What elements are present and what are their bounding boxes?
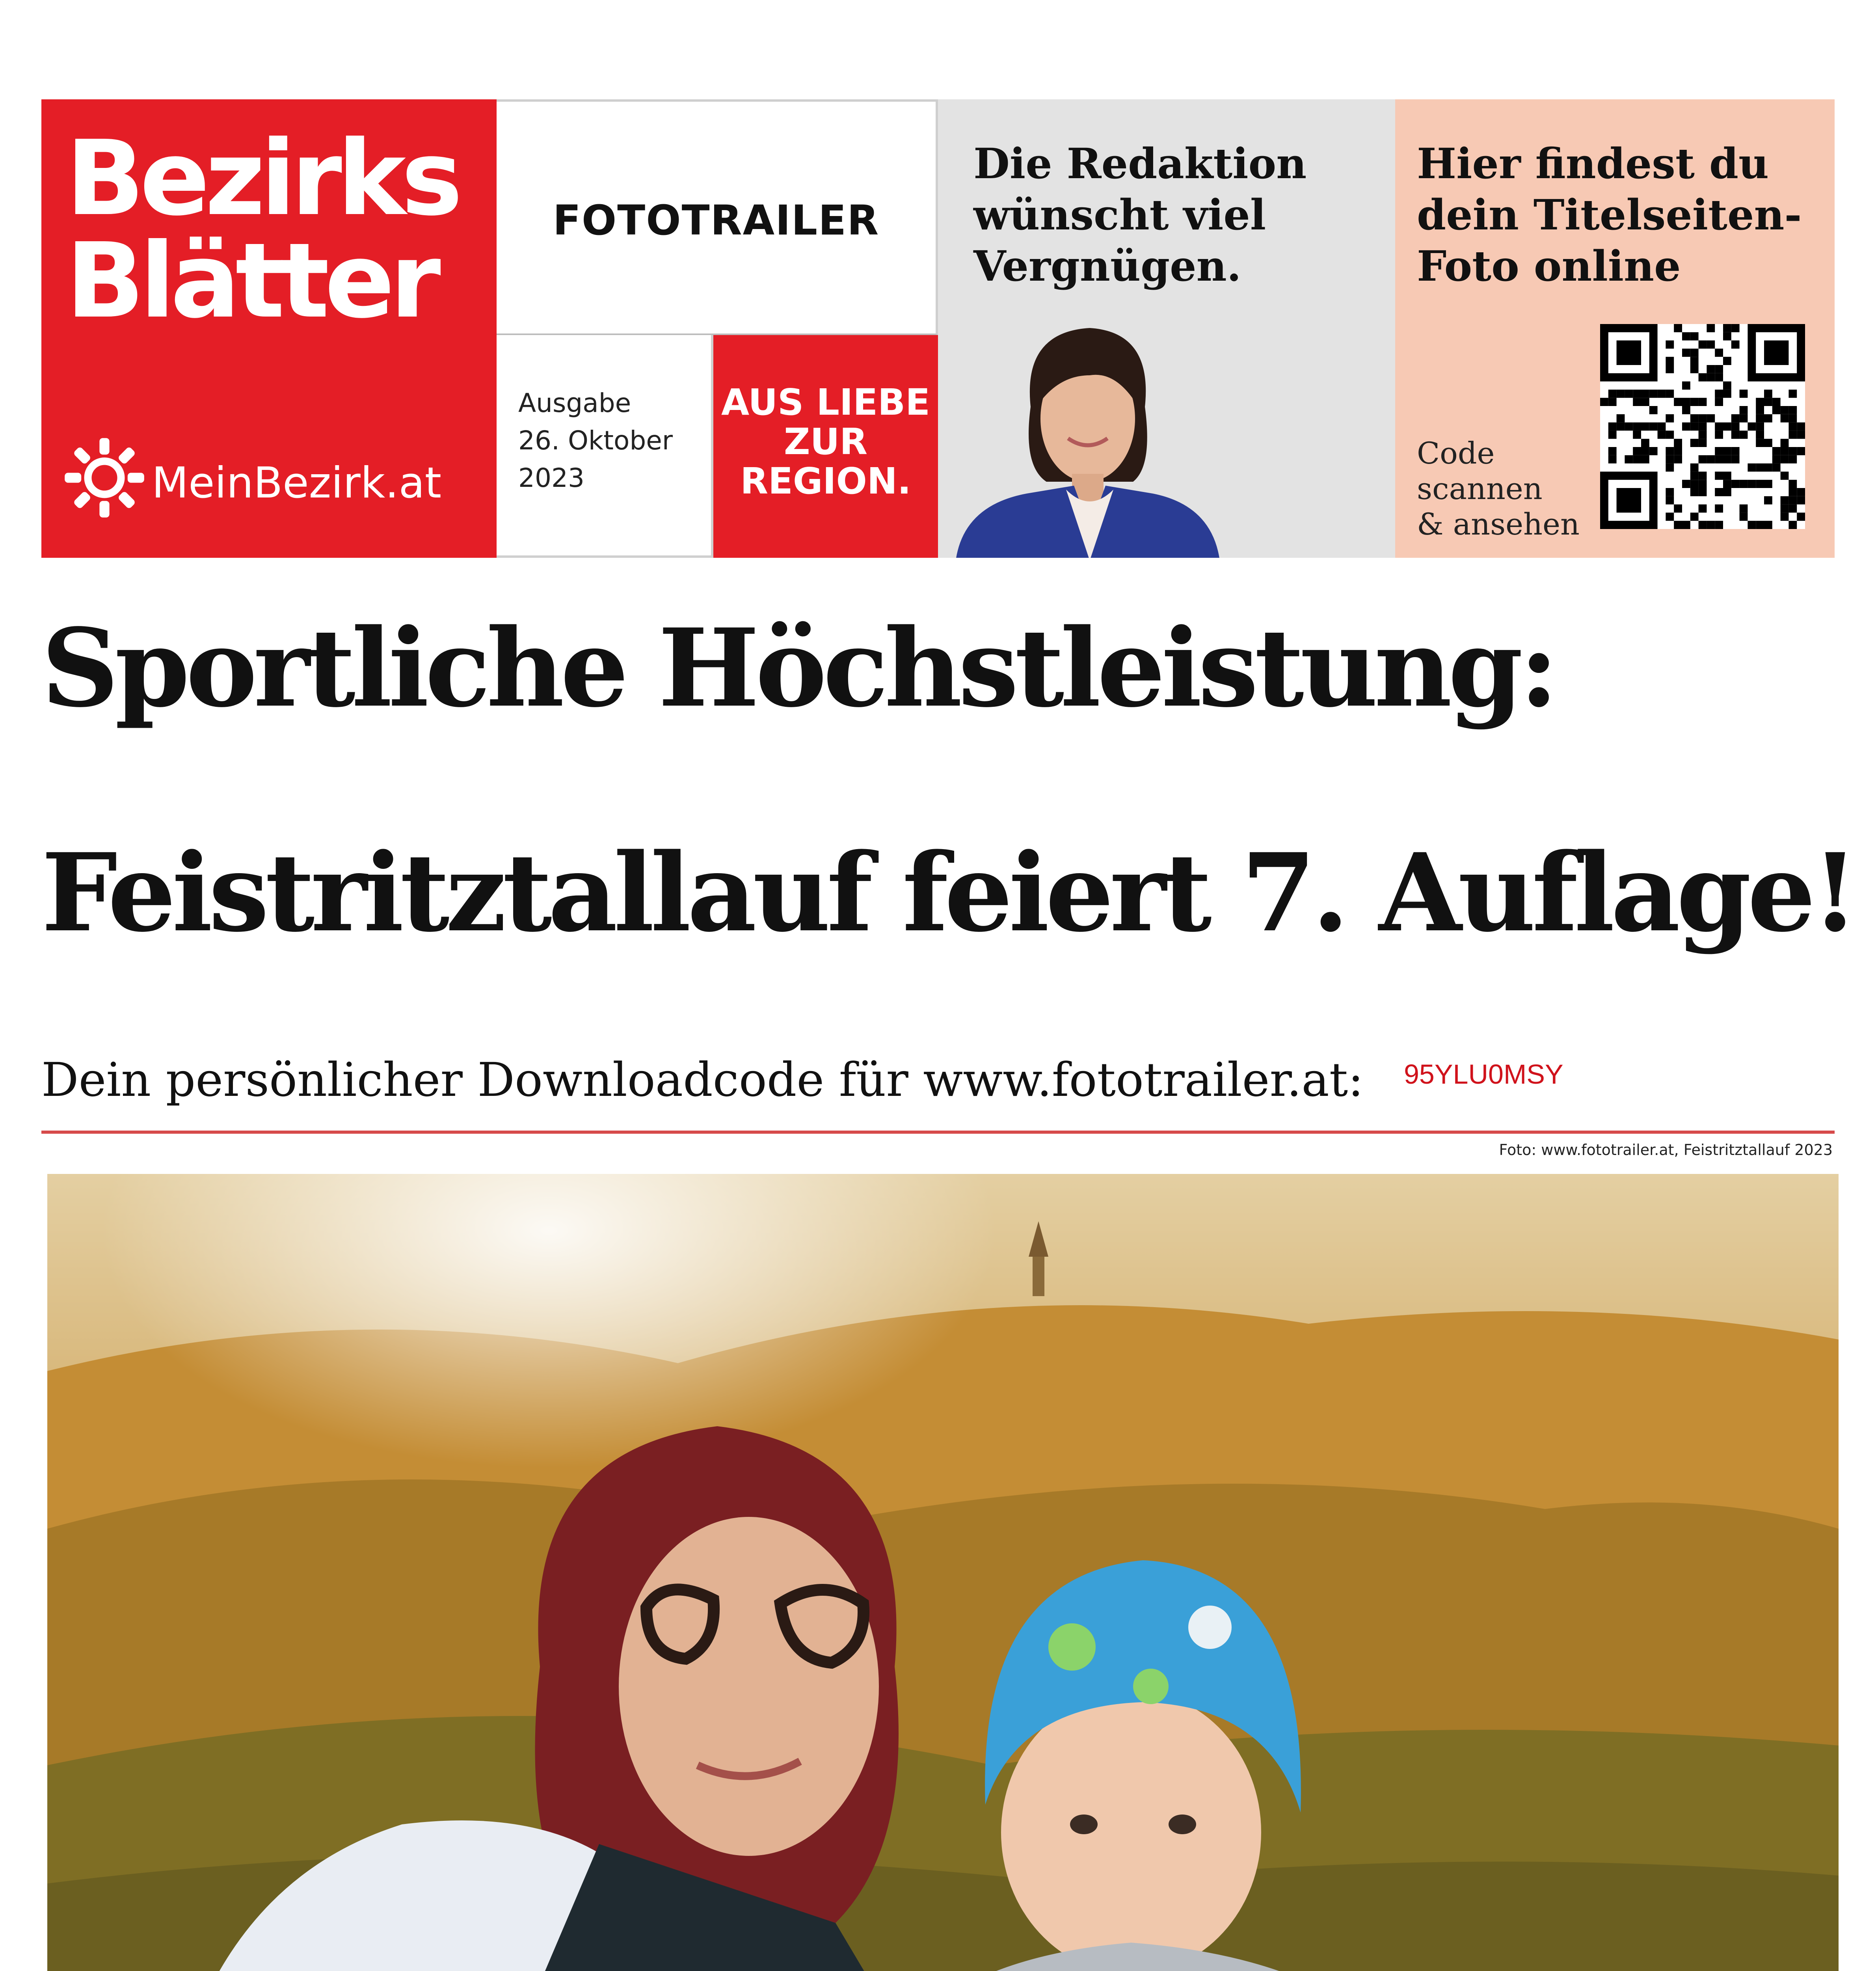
slogan-line-1: AUS LIEBE — [721, 381, 931, 423]
logo-line-2: Blätter — [66, 221, 436, 341]
editor-line-2: wünscht viel — [973, 190, 1266, 239]
qr-headline-2: dein Titelseiten- — [1417, 190, 1802, 239]
editor-greeting — [938, 99, 1395, 558]
headline-line-1: Sportliche Höchstleistung: — [41, 605, 1555, 731]
editor-portrait — [948, 308, 1224, 558]
qr-caption-1: Code — [1417, 436, 1495, 471]
download-instruction: Dein persönlicher Downloadcode für www.fototrailer.at: — [41, 1053, 1364, 1107]
event-photo — [47, 1174, 1839, 1971]
qr-headline-3: Foto online — [1417, 241, 1681, 291]
issue-year: 2023 — [518, 463, 584, 493]
issue-date: 26. Oktober — [518, 425, 673, 456]
qr-caption-2: scannen — [1417, 471, 1543, 506]
bezirksblaetter-logo — [41, 99, 497, 558]
slogan-line-3: REGION. — [740, 460, 911, 502]
slogan-tile — [713, 335, 938, 558]
meinbezirk-site: MeinBezirk.at — [152, 458, 442, 508]
divider-rule — [41, 1131, 1835, 1134]
qr-code-icon[interactable] — [1600, 324, 1805, 529]
issue-label: Ausgabe — [518, 388, 631, 418]
download-code: 95YLU0MSY — [1404, 1059, 1563, 1090]
qr-headline-1: Hier findest du — [1417, 139, 1769, 188]
photo-credit: Foto: www.fototrailer.at, Feistritztallauf 2023 — [1499, 1141, 1833, 1159]
section-label-tile — [497, 99, 938, 335]
headline-line-2: Feistritztallauf feiert 7. Auflage! — [41, 830, 1855, 956]
qr-caption-3: & ansehen — [1417, 507, 1580, 542]
editor-line-3: Vergnügen. — [973, 241, 1241, 291]
slogan-line-2: ZUR — [784, 421, 868, 463]
issue-info — [497, 335, 713, 558]
editor-line-1: Die Redaktion — [973, 139, 1307, 188]
section-label: FOTOTRAILER — [553, 196, 880, 244]
meinbezirk-sun-icon — [63, 436, 146, 519]
online-photo-qr-tile — [1395, 99, 1835, 558]
logo-line-1: Bezirks — [66, 118, 458, 238]
